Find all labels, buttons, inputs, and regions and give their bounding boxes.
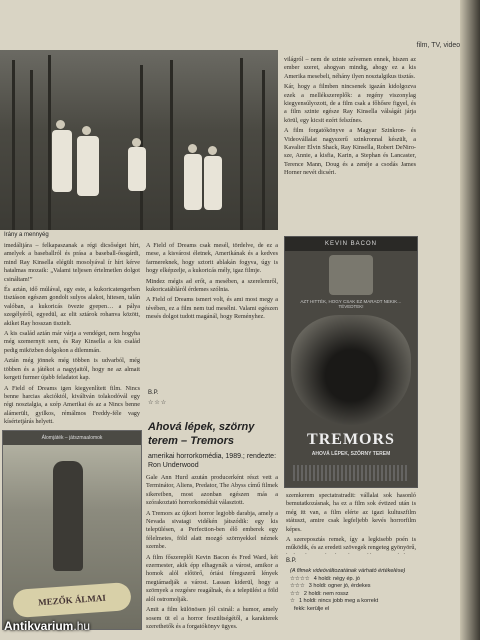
- field-of-dreams-photo: [0, 50, 278, 230]
- photo-caption: Irány a mennyég: [4, 232, 49, 238]
- tremors-poster: [284, 236, 418, 488]
- player-head: [56, 120, 65, 129]
- player-head: [208, 146, 217, 155]
- player-figure: [77, 136, 99, 196]
- player-head: [132, 138, 141, 147]
- poster-figure: [53, 461, 83, 571]
- watermark-tld: .hu: [73, 619, 91, 633]
- page-gutter: [460, 0, 480, 640]
- rating-stars: ☆☆☆☆: [290, 575, 310, 582]
- paragraph: Kár, hogy a filmben nincsenek igazán kidolgozva ezek a mellékszereplők: a regény viszonylag kiegyensúlyozott, de a film csak a főhősre figyel, és a film szinte egésze Ray Kinsella válságát járja körül, egy kicsit ezért felszínes.: [284, 83, 416, 124]
- rating-stars: ☆☆: [290, 590, 300, 597]
- paragraph: Gale Ann Hurd azután producerként részt vett a Terminátor, Aliens, Predator, The Abyss című filmek sikereiben, most azonban egészen más a szórakoztató horrorkomédiát választott.: [146, 474, 278, 507]
- watermark-brand: Antikvarium: [4, 619, 74, 633]
- poster-credits: [293, 465, 409, 481]
- poster-title: TREMORS: [307, 431, 395, 448]
- poster-band: Álomjáték – játszmaalomok: [3, 431, 141, 445]
- byline: B.P.: [286, 558, 297, 564]
- paragraph: A Field of Dreams igen kiegyenlített film. Nincs benne harcias akcióktól, kiváltván tolakodóvál egy régi nosztalgia, a szép Amerikai és az a Nincs benne alámerült, gyilkos, rémálmos Freddy-féle vagy kísértetjárás helyett.: [4, 384, 140, 426]
- paragraph: A Field of Dreams ismert volt, és ami most megy a tévében, ez a film nem tud mesélni. Valami egészen mesés dolgot tudott magánál, hogy Reményhez.: [146, 296, 278, 321]
- paragraph: A film főszereplői Kevin Bacon és Fred Ward, két ezermester, akik épp elhagynák a várost, amikor a homok alól előtörő, óriási féregszerű lények megtámadják a várost. Lassan kiderül, hogy a szörnyek a rezgésre reagálnak, és a települést a föld alól ostromolják.: [146, 553, 278, 603]
- ratings-row: [290, 606, 440, 614]
- article-column-right: [284, 56, 416, 232]
- ratings-title: (A filmek videóváltozatának várható értékelése): [290, 568, 406, 574]
- player-figure: [128, 147, 146, 191]
- corn-stalk: [240, 58, 243, 230]
- rating-stars: ☆☆☆: [148, 400, 168, 406]
- paragraph: szemkerem spectatratradit: vállalai sok hasonló bemutatkozásnak, ha ez a film sok évtized után is még itt van, a film elérte az igazi kultuszfilm státuszt, amire csak legfeljebb kevés horrorfilm képes.: [286, 492, 416, 533]
- article-title: Ahová lépek, szörny terem – Tremors: [148, 421, 255, 447]
- rating-stars: ☆: [290, 598, 295, 604]
- rating-text: 1 holdi: nincs jobb meg a korrekt: [298, 598, 379, 604]
- rating-text: 3 holdi: ogner jó, érdekes: [308, 583, 371, 589]
- rating-text: 4 holdi: négy ép. jó: [313, 575, 360, 582]
- article-column-left: [4, 242, 140, 428]
- poster-subtitle: AHOVÁ LÉPEK, SZÖRNY TEREM: [311, 451, 391, 457]
- rating-stars: ☆☆☆: [290, 583, 305, 589]
- player-figure: [184, 154, 202, 210]
- paragraph: Mindez mégis ad erőt, a mesében, a szerelemről, kukoricatábláról érdemes szólnia.: [146, 277, 278, 294]
- poster-title: MEZŐK ÁLMAI: [12, 582, 132, 618]
- header-section: film, TV, video: [416, 42, 461, 49]
- poster-monster-mouth: [291, 315, 411, 425]
- watermark: [4, 619, 90, 633]
- paragraph: világról – nem de szinte szívemen ennek, hiszen az ember szeret, ahogyan mindig, ahogy ez a kis Amerika mesebeli, néhány ilyen nosztalgikus tisztás.: [284, 56, 416, 80]
- player-head: [188, 144, 197, 153]
- poster-heroes: [329, 255, 373, 295]
- ratings-row: [290, 583, 440, 591]
- player-head: [82, 126, 91, 135]
- corn-stalk: [170, 60, 173, 230]
- ratings-row: [290, 591, 440, 599]
- article-subtitle: amerikai horrorkomédia, 1989.; rendezte: Ron Underwood: [148, 453, 277, 469]
- poster-band: KEVIN BACON: [285, 237, 417, 251]
- field-of-dreams-poster: [2, 430, 142, 630]
- paragraph: Amit a film különösen jól csinál: a humor, amely sosem üt el a horror feszültségétől, a karakterek szerethetők és a forgatókönyv ügyes.: [146, 606, 278, 630]
- corn-stalk: [12, 60, 15, 230]
- player-figure: [52, 130, 72, 192]
- paragraph: imedálijára – felkapaszanak a régi dicsőséget hírt, amelyek a baseballról és prása a baseball-őssgárdi, mind Ray Kinsella elégült mosolyával ír hírt kérve hatalmas mozaik: „Valami teljesen értelmetlen dolgot csináltam!”: [4, 242, 140, 283]
- article-column-middle-bottom: [146, 474, 278, 632]
- paragraph: A film forgatókönyve a Magyar Szinkron- és Videovállalat nagyszerű szinkronnal készült, a Kavalier Elvin Shack, Ray Kinsella, Robert DeNiro-sze, Annie, a kisfia, Karin, a Stephan és Lancaster, Terence Mann, Doug és a zenéje a csodás James Horner nevét dicséri.: [284, 127, 416, 177]
- byline: B.P.: [148, 390, 159, 396]
- rating-text: fekk: kerülje el: [294, 605, 330, 612]
- paragraph: A szereposztás remek, így a legkisebb poén is működik, és az eredeti szövegek rengeteg gyönyörű,: [286, 536, 416, 552]
- paragraph: A Tremors az újkori horror legjobb darabja, amely a Nevada sivatagi vidékén játszódik: egy kis településen, a Perfection-ben élő emberek egy félelmetes, föld alatt mozgó szörnyekkel néznek szembe.: [146, 509, 278, 551]
- player-figure: [204, 156, 222, 210]
- rating-text: 2 holdi: nem rossz: [303, 590, 349, 597]
- ratings-row: [290, 598, 440, 606]
- corn-stalk: [30, 70, 33, 230]
- corn-stalk: [262, 70, 265, 230]
- article-column-right-bottom: [286, 492, 416, 554]
- corn-stalk: [48, 55, 51, 230]
- paragraph: A Field of Dreams csak mesél, tördelve, de ez a mese, a kisvárosi életnek, Amerikának és a kedves farmereknek, hogy sztorit ablakán fogyva, úgy is hogy elképzelje, a kukoricás mély, igaz filmje.: [146, 242, 278, 275]
- paragraph: Aztán még jönnek még többen is udvarból, még többen és a játékot a nagyjaitól, hogy ne az almait kergeti furmer újabb feladatot kap.: [4, 357, 140, 382]
- page-header: [372, 42, 472, 49]
- paragraph: És aztán, idő múlával, egy este, a kukoricatengerben tisztáson egészen gondolt sulyos alakot, hitesen, talán valóban, a kukoricás övezte gyepen… a pálya szegélyéről, egyedül, az elit sztárok rohanva között, akiket Ray hosszan tisztelt.: [4, 286, 140, 327]
- ratings-legend: [290, 568, 440, 613]
- paragraph: A kis család aztán már várja a vendéget, nem hogyha még szemernyit sem, és Ray Kinsella a kis család pedig miközben dolgokon a dilemmán.: [4, 330, 140, 354]
- poster-tagline: AZT HITTÉK, HOGY CSAK EZ MARADT NEKIK… TÉVEDTEK!: [300, 299, 402, 309]
- ratings-row: [290, 576, 440, 584]
- article-column-middle: [146, 242, 278, 388]
